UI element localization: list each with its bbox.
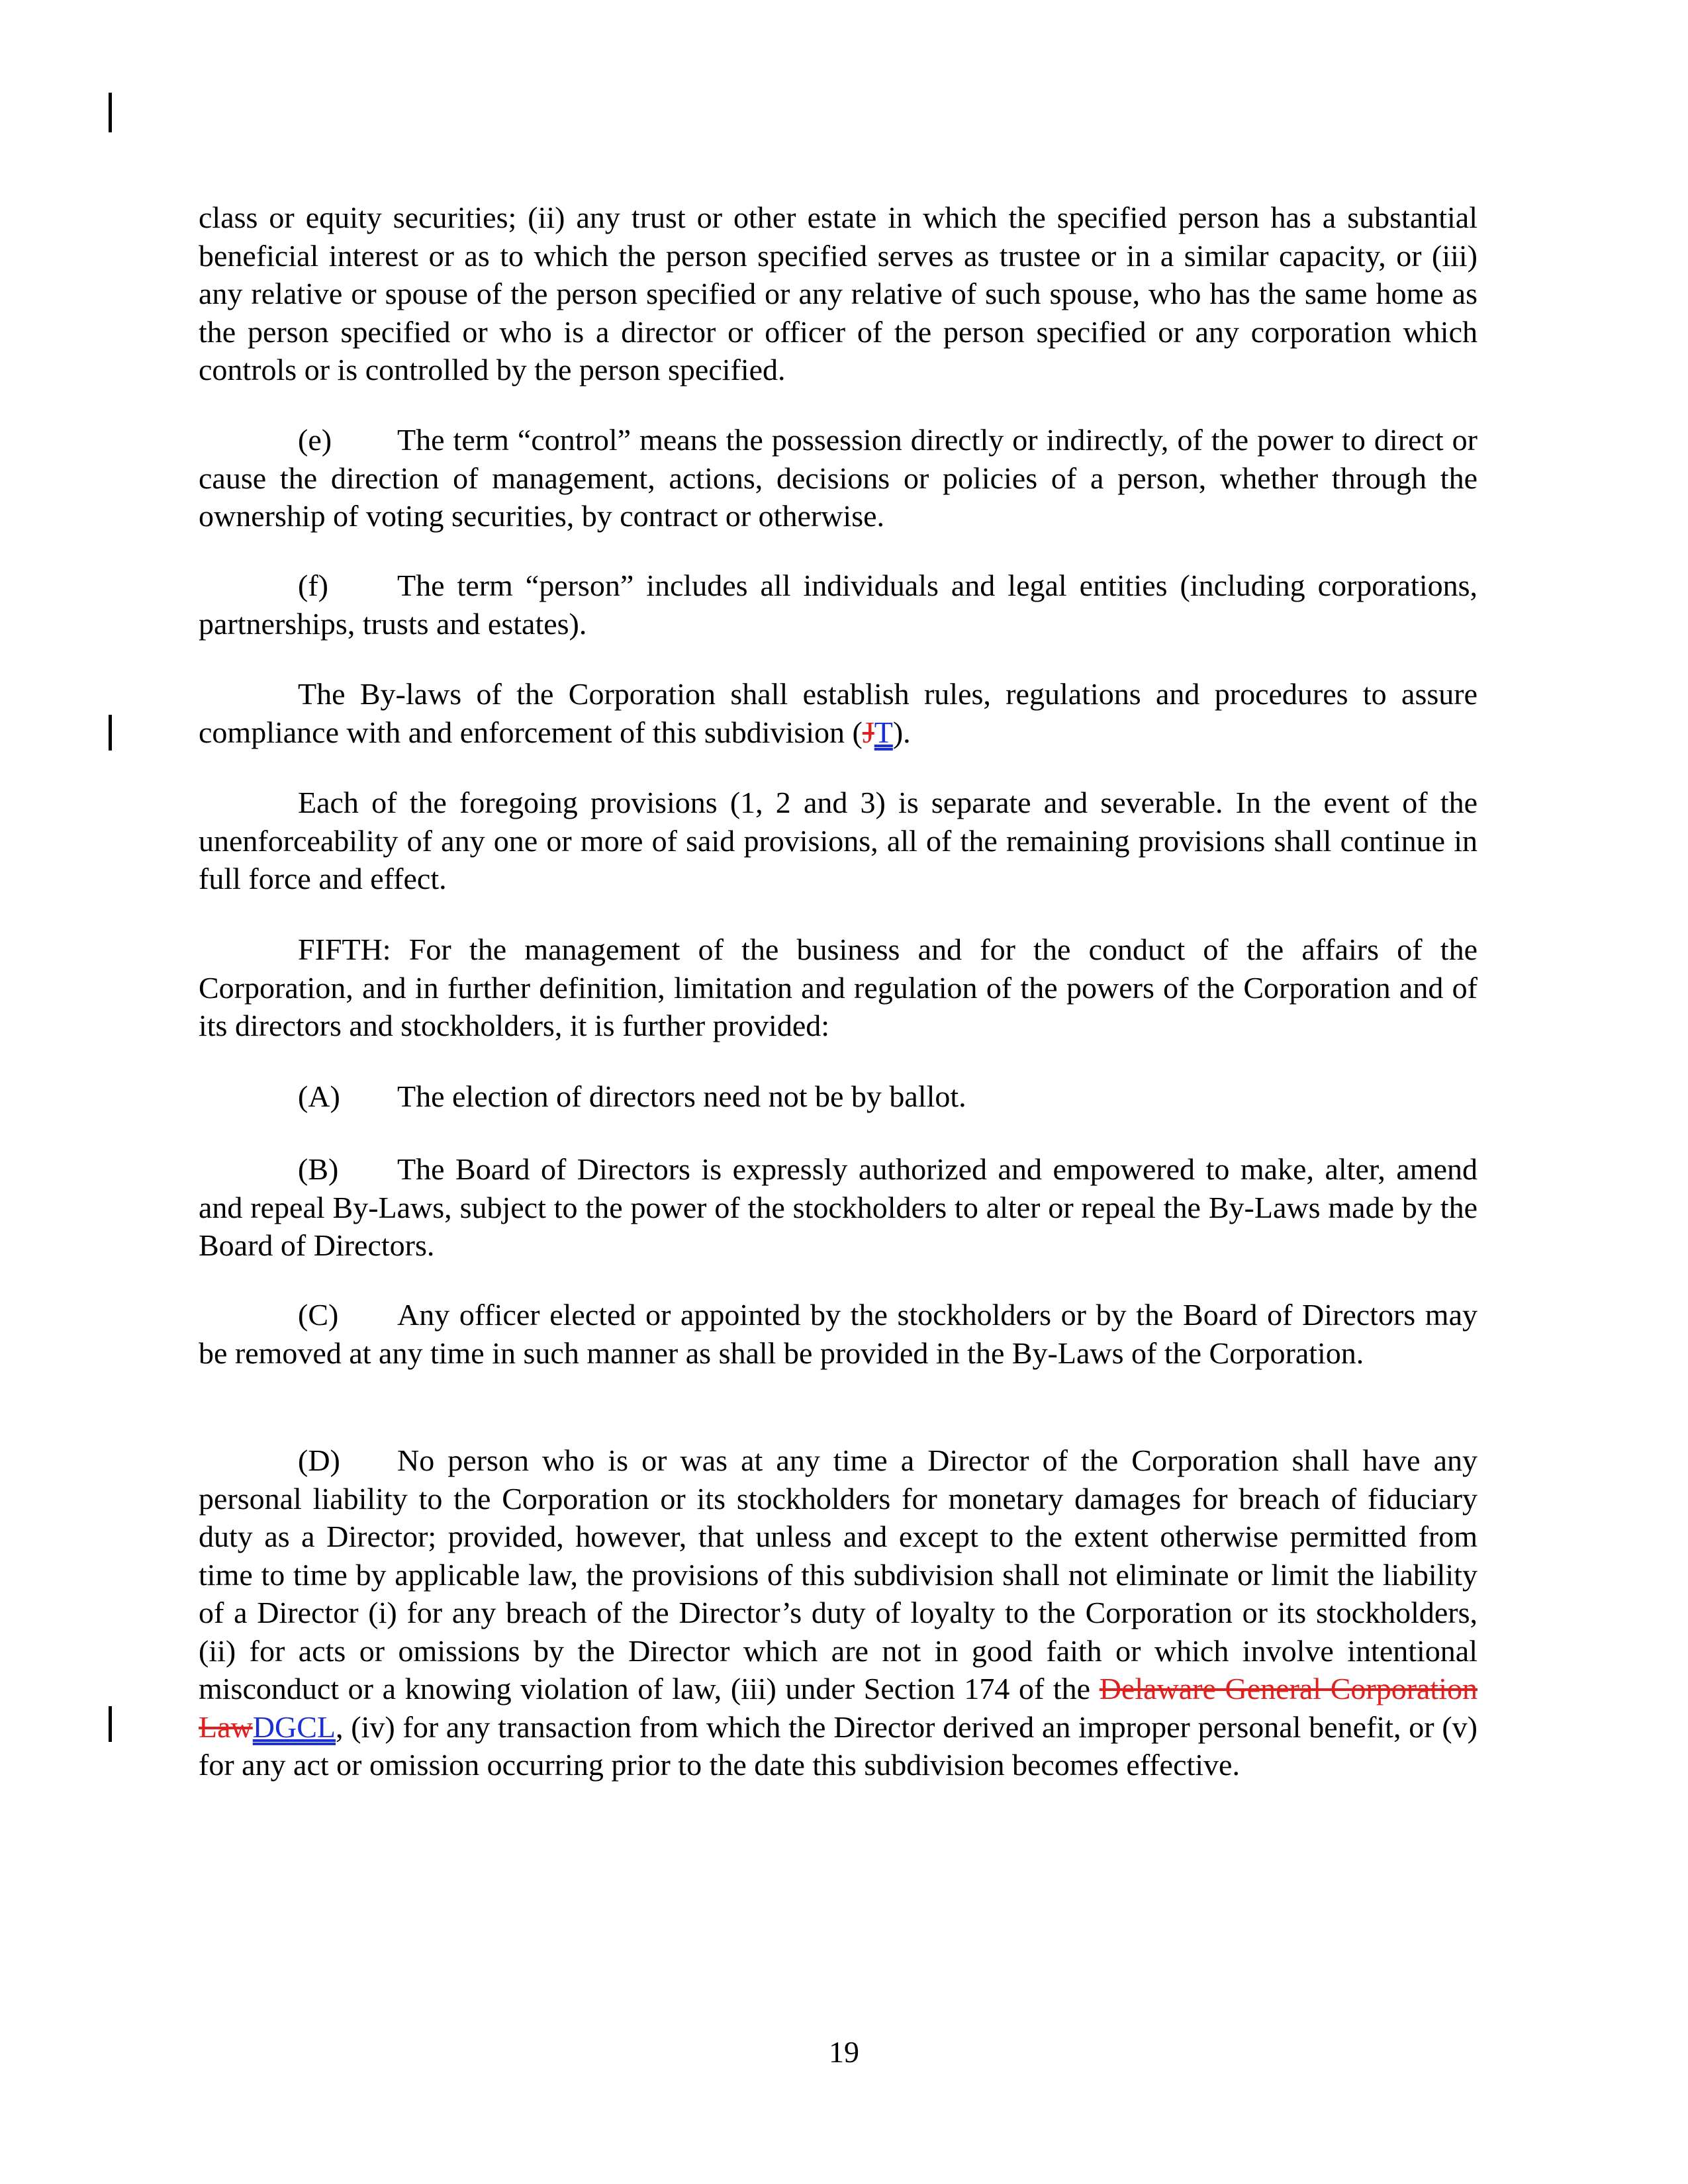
paragraph-a-ballot [199, 1077, 1477, 1116]
paragraph-c-officer [199, 1296, 1477, 1372]
change-bar-top [109, 93, 112, 132]
paragraph-d-liability [199, 1441, 1477, 1784]
paragraph-label: (f) [298, 569, 328, 602]
paragraph-text: The term “person” includes all individuals and legal entities (including corporations, partnerships, trusts and estates). [199, 569, 1477, 641]
paragraph-label: (D) [298, 1443, 340, 1477]
paragraph-b-bylaws [199, 1150, 1477, 1265]
paragraph-label: (A) [298, 1079, 340, 1113]
paragraph-label: (C) [298, 1298, 339, 1332]
change-bar-bylaws [109, 715, 112, 751]
paragraph-fifth: FIFTH: For the management of the business and for the conduct of the affairs of the Corporation, and in further definition, limitation and regulation of the powers of the Corporation and of its directors and stockholders, it is further provided: [199, 933, 1477, 1042]
paragraph-e-control [199, 421, 1477, 535]
paragraph-text: The Board of Directors is expressly authorized and empowered to make, alter, amend and repeal By-Laws, subject to the power of the stockholders to alter or repeal the By-Laws made by the Board of Directors. [199, 1152, 1477, 1262]
paragraph-bylaws [199, 675, 1477, 751]
deleted-text: Delaware General Corporation Law [199, 1672, 1477, 1744]
deleted-text: J [862, 715, 874, 749]
paragraph-f-person [199, 567, 1477, 643]
paragraph-text: ). [892, 715, 911, 749]
paragraph-label: (e) [298, 423, 332, 457]
paragraph-text: The By-laws of the Corporation shall establish rules, regulations and procedures to assure compliance with and enforcement of this subdivision ( [199, 677, 1477, 749]
page-number: 19 [829, 2035, 859, 2069]
paragraph-label: (B) [298, 1152, 339, 1186]
change-bar-section-d [109, 1706, 112, 1742]
paragraph-text: The election of directors need not be by ballot. [397, 1079, 966, 1113]
paragraph-continuation: class or equity securities; (ii) any trust or other estate in which the specified person has a substantial beneficial interest or as to which the person specified serves as trustee or in a similar capacity, or (iii) any relative or spouse of the person specified or any relative of such spouse, who has the same home as the person specified or who is a director or officer of the person specified or any corporation which controls or is controlled by the person specified. [199, 201, 1477, 387]
paragraph-text: Any officer elected or appointed by the stockholders or by the Board of Directors may be removed at any time in such manner as shall be provided in the By-Laws of the Corporation. [199, 1298, 1477, 1370]
paragraph-text: , (iv) for any transaction from which the Director derived an improper personal benefit, or (v) for any act or omission occurring prior to the date this subdivision becomes effective. [199, 1709, 1477, 1782]
paragraph-text: The term “control” means the possession directly or indirectly, of the power to direct or cause the direction of management, actions, decisions or policies of a person, whether through the ownership of voting securities, by contract or otherwise. [199, 423, 1477, 533]
paragraph-severable: Each of the foregoing provisions (1, 2 and 3) is separate and severable. In the event of the unenforceability of any one or more of said provisions, all of the remaining provisions shall continue in full force and effect. [199, 786, 1477, 895]
paragraph-text: No person who is or was at any time a Director of the Corporation shall have any personal liability to the Corporation or its stockholders for monetary damages for breach of fiduciary duty as a Director; provided, however, that unless and except to the extent otherwise permitted from time to time by applicable law, the provisions of this subdivision shall not eliminate or limit the liability of a Director (i) for any breach of the Director’s duty of loyalty to the Corporation or its stockholders, (ii) for acts or omissions by the Director which are not in good faith or which involve intentional misconduct or a knowing violation of law, (iii) under Section 174 of the [199, 1443, 1477, 1706]
inserted-text: DGCL [252, 1709, 336, 1744]
inserted-text: T [874, 715, 893, 749]
